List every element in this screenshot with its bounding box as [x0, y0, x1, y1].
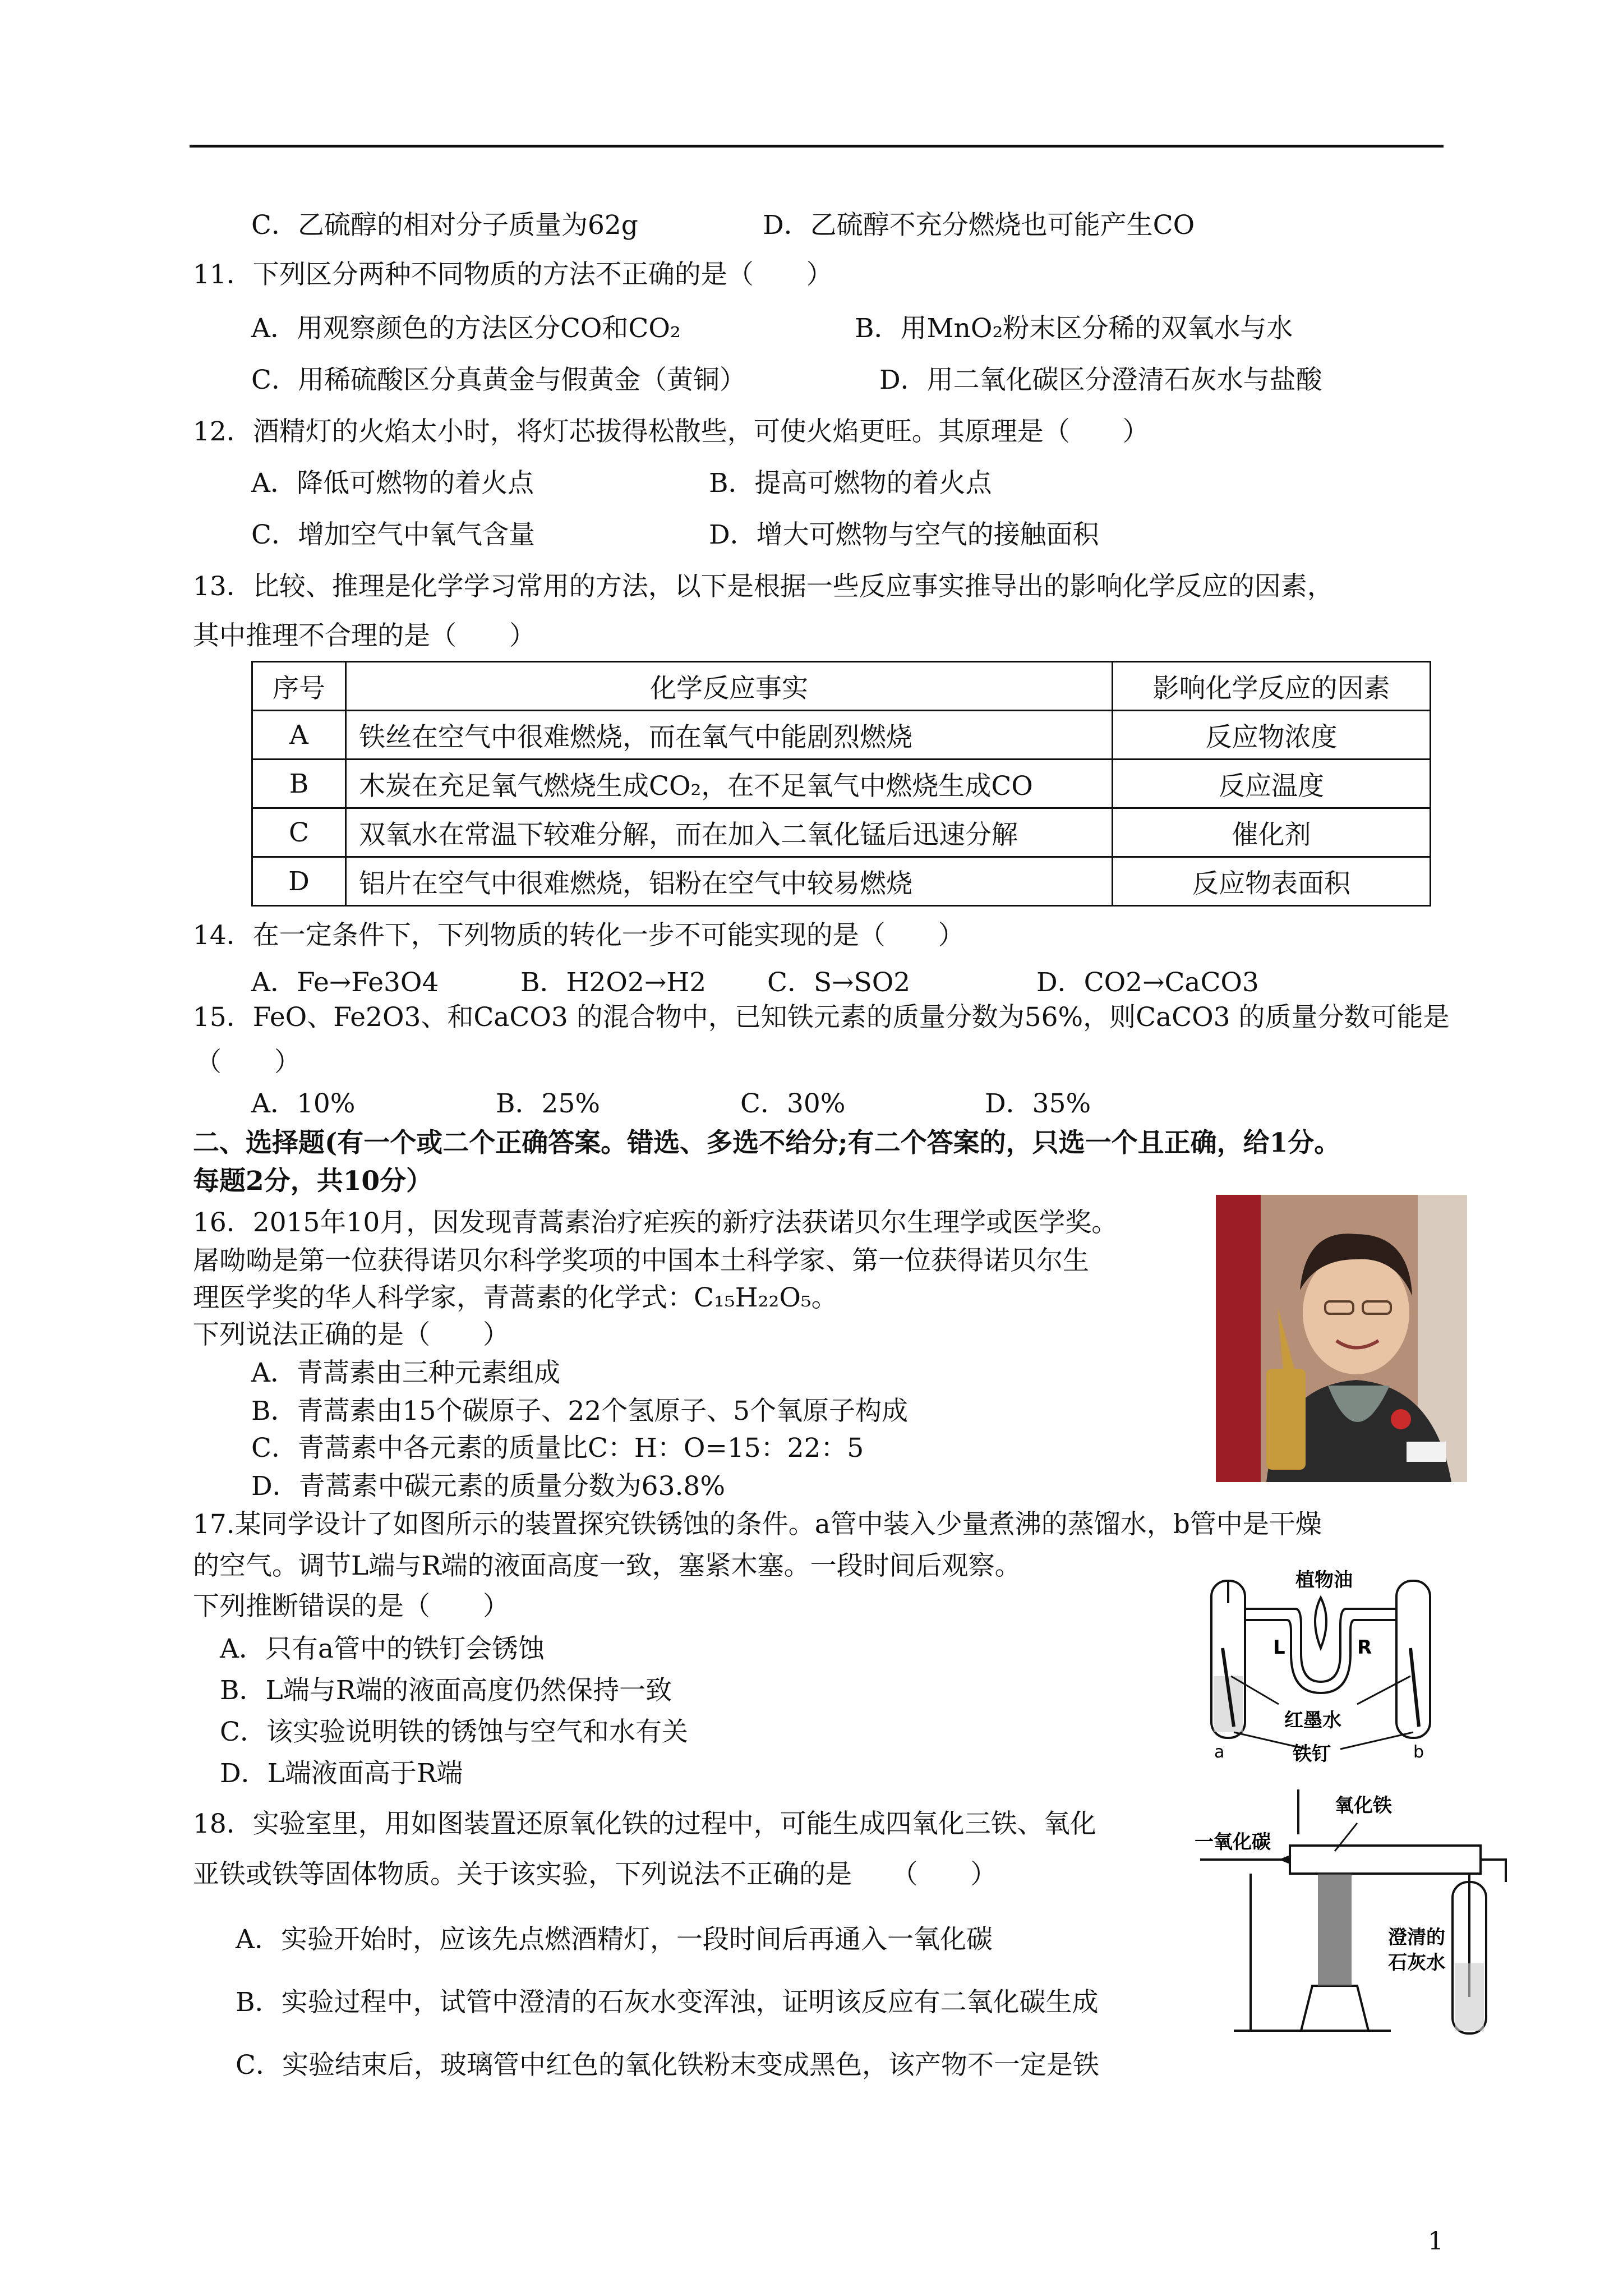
- q13-stem-line2: 其中推理不合理的是（ ）: [193, 620, 536, 651]
- q18-stem-line1: 18．实验室里，用如图装置还原氧化铁的过程中，可能生成四氧化三铁、氧化: [193, 1809, 1096, 1839]
- q16-stem-line3: 理医学奖的华人科学家，青蒿素的化学式：C₁₅H₂₂O₅。: [193, 1282, 838, 1313]
- table-cell: A: [252, 711, 346, 760]
- portrait-illustration: [1216, 1195, 1467, 1482]
- q15-option-c: C．30%: [740, 1088, 846, 1119]
- q15-option-d: D．35%: [985, 1088, 1091, 1119]
- q17-stem-line1: 17.某同学设计了如图所示的装置探究铁锈蚀的条件。a管中装入少量煮沸的蒸馏水，b管中是干燥: [193, 1509, 1322, 1540]
- q14-option-d: D．CO2→CaCO3: [1036, 967, 1259, 998]
- table-cell: C: [252, 808, 346, 857]
- label-limewater-line1: 澄清的: [1388, 1926, 1445, 1949]
- label-a: a: [1214, 1742, 1225, 1762]
- section-2-heading-line1: 二、选择题(有一个或二个正确答案。错选、多选不给分;有二个答案的，只选一个且正确，给1分。: [193, 1128, 1341, 1158]
- q10-option-d: D．乙硫醇不充分燃烧也可能产生CO: [763, 210, 1195, 241]
- rust-experiment-diagram: [1189, 1564, 1453, 1766]
- table-cell: 催化剂: [1113, 808, 1431, 857]
- table-header-row: [252, 662, 1431, 711]
- q16-stem-line2: 屠呦呦是第一位获得诺贝尔科学奖项的中国本土科学家、第一位获得诺贝尔生: [193, 1245, 1089, 1276]
- q15-option-a: A．10%: [251, 1088, 356, 1119]
- q18-option-a: A．实验开始时，应该先点燃酒精灯，一段时间后再通入一氧化碳: [236, 1924, 993, 1955]
- table-cell: 铁丝在空气中很难燃烧，而在氧气中能剧烈燃烧: [346, 711, 1113, 760]
- q15-option-b: B．25%: [496, 1088, 601, 1119]
- q16-option-c: C．青蒿素中各元素的质量比C：H：O=15：22：5: [251, 1433, 864, 1464]
- q16-stem-line4: 下列说法正确的是（ ）: [193, 1319, 509, 1350]
- q12-option-d: D．增大可燃物与空气的接触面积: [709, 519, 1099, 550]
- reduction-apparatus-diagram: [1189, 1784, 1514, 2042]
- table-cell: 反应物表面积: [1113, 857, 1431, 906]
- label-carbon-monoxide: 一氧化碳: [1195, 1831, 1271, 1853]
- q12-stem: 12．酒精灯的火焰太小时，将灯芯拔得松散些，可使火焰更旺。其原理是（ ）: [193, 416, 1149, 447]
- table-cell: 反应温度: [1113, 760, 1431, 808]
- table-cell: B: [252, 760, 346, 808]
- q11-option-b: B．用MnO₂粉末区分稀的双氧水与水: [855, 313, 1293, 344]
- q11-option-c: C．用稀硫酸区分真黄金与假黄金（黄铜）: [251, 365, 746, 395]
- q10-option-c: C．乙硫醇的相对分子质量为62g: [251, 210, 638, 241]
- table-row: [252, 857, 1431, 906]
- table-header-cell: 序号: [252, 662, 346, 711]
- q12-option-c: C．增加空气中氧气含量: [251, 519, 535, 550]
- q17-stem-line2: 的空气。调节L端与R端的液面高度一致，塞紧木塞。一段时间后观察。: [193, 1550, 1021, 1581]
- label-b: b: [1413, 1742, 1424, 1762]
- q17-option-b: B．L端与R端的液面高度仍然保持一致: [220, 1675, 672, 1706]
- label-oil: 植物油: [1295, 1569, 1353, 1591]
- q18-option-b: B．实验过程中，试管中澄清的石灰水变浑浊，证明该反应有二氧化碳生成: [236, 1987, 1099, 2018]
- header-rule: [190, 145, 1444, 148]
- q16-option-b: B．青蒿素由15个碳原子、22个氢原子、5个氧原子构成: [251, 1396, 909, 1427]
- q13-table: [251, 661, 1431, 907]
- q15-stem-line1: 15．FeO、Fe2O3、和CaCO3 的混合物中，已知铁元素的质量分数为56%，则CaCO3 的质量分数可能是: [193, 1002, 1450, 1033]
- q15-stem-line2: （ ）: [195, 1047, 301, 1078]
- q11-stem: 11．下列区分两种不同物质的方法不正确的是（ ）: [193, 259, 833, 290]
- table-row: [252, 760, 1431, 808]
- label-nail: 铁钉: [1293, 1743, 1331, 1765]
- q16-option-d: D．青蒿素中碳元素的质量分数为63.8%: [251, 1471, 725, 1502]
- q18-stem-line2: 亚铁或铁等固体物质。关于该实验，下列说法不正确的是 （ ）: [193, 1859, 997, 1890]
- section-2-heading-line2: 每题2分，共10分）: [193, 1166, 433, 1197]
- table-row: [252, 711, 1431, 760]
- label-iron-oxide: 氧化铁: [1335, 1795, 1392, 1817]
- table-header-cell: 化学反应事实: [346, 662, 1113, 711]
- table-cell: 木炭在充足氧气燃烧生成CO₂，在不足氧气中燃烧生成CO: [346, 760, 1113, 808]
- q14-option-a: A．Fe→Fe3O4: [251, 967, 439, 998]
- label-left: L: [1273, 1636, 1285, 1659]
- q14-option-b: B．H2O2→H2: [520, 967, 707, 998]
- table-header-cell: 影响化学反应的因素: [1113, 662, 1431, 711]
- label-limewater-line2: 石灰水: [1388, 1952, 1445, 1974]
- table-cell: 铝片在空气中很难燃烧，铝粉在空气中较易燃烧: [346, 857, 1113, 906]
- q17-option-a: A．只有a管中的铁钉会锈蚀: [220, 1634, 545, 1664]
- page-number: 1: [1428, 2227, 1444, 2256]
- portrait-photo: [1216, 1195, 1467, 1482]
- q17-option-d: D．L端液面高于R端: [220, 1758, 463, 1789]
- q14-stem: 14．在一定条件下，下列物质的转化一步不可能实现的是（ ）: [193, 920, 965, 951]
- label-ink: 红墨水: [1284, 1709, 1341, 1732]
- q16-stem-line1: 16．2015年10月，因发现青蒿素治疗疟疾的新疗法获诺贝尔生理学或医学奖。: [193, 1207, 1118, 1238]
- q13-stem-line1: 13．比较、推理是化学学习常用的方法，以下是根据一些反应事实推导出的影响化学反应的因素，: [193, 571, 1334, 602]
- q14-option-c: C．S→SO2: [767, 967, 911, 998]
- q12-option-a: A．降低可燃物的着火点: [251, 468, 534, 499]
- table-cell: 双氧水在常温下较难分解，而在加入二氧化锰后迅速分解: [346, 808, 1113, 857]
- q11-option-a: A．用观察颜色的方法区分CO和CO₂: [251, 313, 681, 344]
- label-right: R: [1357, 1636, 1372, 1659]
- q18-option-c: C．实验结束后，玻璃管中红色的氧化铁粉末变成黑色，该产物不一定是铁: [236, 2050, 1099, 2081]
- q12-option-b: B．提高可燃物的着火点: [709, 468, 992, 499]
- q16-option-a: A．青蒿素由三种元素组成: [251, 1358, 560, 1388]
- q11-option-d: D．用二氧化碳区分澄清石灰水与盐酸: [879, 365, 1322, 395]
- q17-option-c: C．该实验说明铁的锈蚀与空气和水有关: [220, 1717, 688, 1747]
- table-cell: D: [252, 857, 346, 906]
- q17-stem-line3: 下列推断错误的是（ ）: [193, 1591, 509, 1622]
- table-cell: 反应物浓度: [1113, 711, 1431, 760]
- table-row: [252, 808, 1431, 857]
